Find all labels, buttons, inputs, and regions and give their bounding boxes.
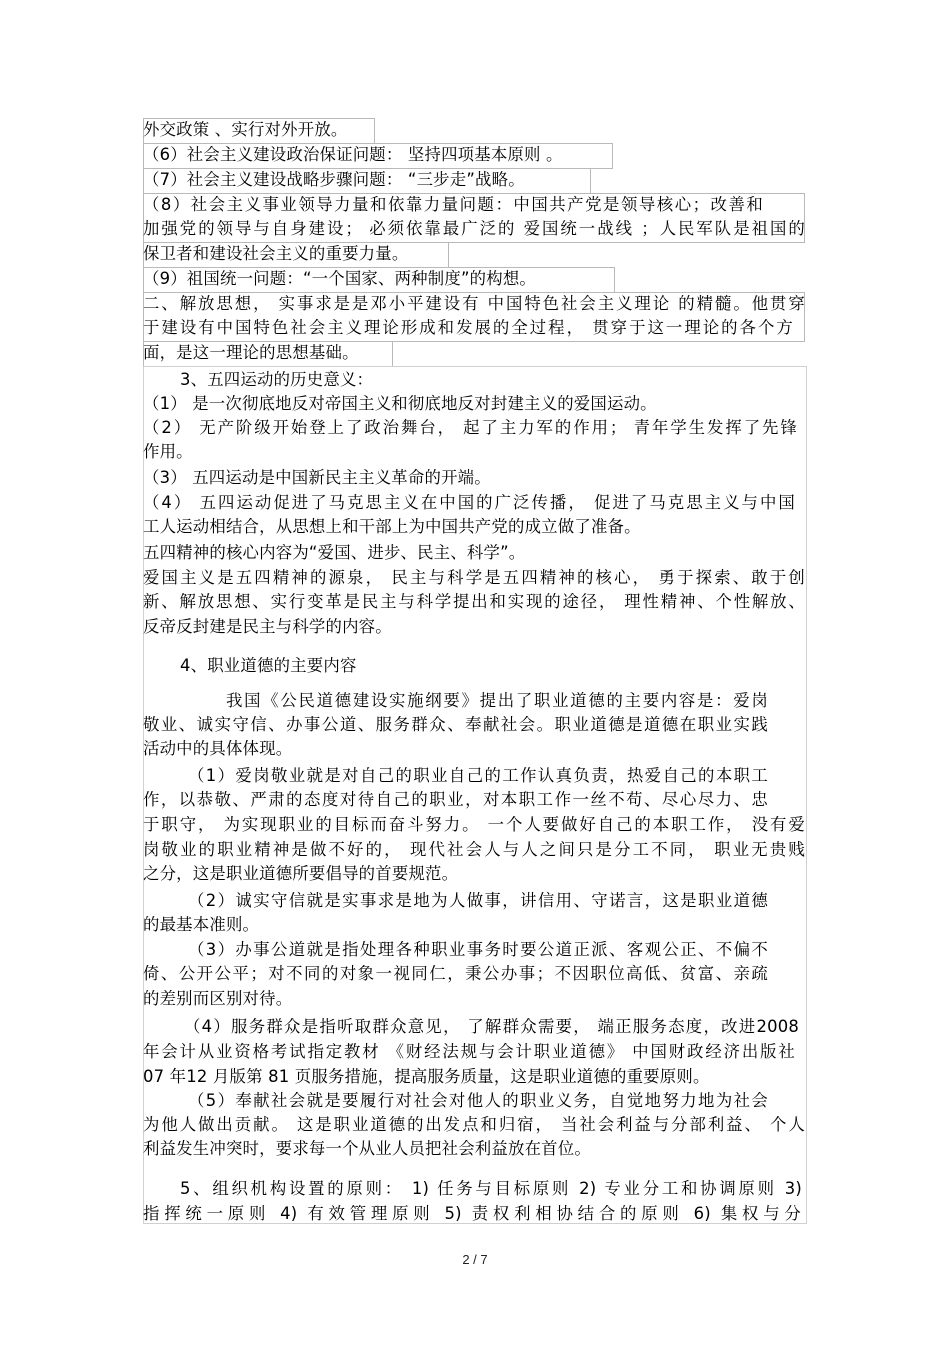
text-line: 外交政策 、实行对外开放。 — [143, 120, 348, 139]
text-line: 年会计从业资格考试指定教材 《财经法规与会计职业道德》 中国财政经济出版社 — [143, 1042, 795, 1061]
text-line: 之分，这是职业道德所要倡导的首要规范。 — [143, 864, 459, 883]
text-line: 二、解放思想， 实事求是是邓小平建设有 中国特色社会主义理论 的精髓。他贯穿 — [143, 294, 805, 313]
text-line: （4） 五四运动促进了马克思主义在中国的广泛传播， 促进了马克思主义与中国 — [143, 493, 795, 512]
text-line: 面，是这一理论的思想基础。 — [143, 343, 359, 362]
page-number: 2 / 7 — [462, 1252, 488, 1267]
text-line: （7）社会主义建设战略步骤问题： “三步走”战略。 — [143, 170, 525, 189]
text-line: 敬业、诚实守信、办事公道、服务群众、奉献社会。职业道德是道德在职业实践 — [143, 715, 768, 734]
text-line: 加强党的领导与自身建设； 必须依靠最广泛的 爱国统一战线 ；人民军队是祖国的 — [143, 219, 805, 238]
text-line: 工人运动相结合，从思想上和干部上为中国共产党的成立做了准备。 — [143, 517, 641, 536]
text-line: 的最基本准则。 — [143, 915, 260, 934]
text-line: （5）奉献社会就是要履行对社会对他人的职业义务，自觉地努力地为社会 — [188, 1091, 768, 1110]
text-line: 作用。 — [143, 442, 193, 461]
text-line: 的差别而区别对待。 — [143, 989, 293, 1008]
text-line: （4）服务群众是指听取群众意见， 了解群众需要， 端正服务态度，改进2008 — [184, 1017, 799, 1036]
text-line: （2）诚实守信就是实事求是地为人做事，讲信用、守诺言，这是职业道德 — [188, 891, 768, 910]
text-line: 我国《公民道德建设实施纲要》提出了职业道德的主要内容是：爱岗 — [226, 691, 768, 710]
text-line: （6）社会主义建设政治保证问题： 坚持四项基本原则 。 — [143, 145, 563, 164]
text-line: 倚、公开公平；对不同的对象一视同仁，秉公办事；不因职位高低、贫富、亲疏 — [143, 964, 768, 983]
text-line: 利益发生冲突时，要求每一个从业人员把社会利益放在首位。 — [143, 1139, 591, 1158]
text-line: 5、组织机构设置的原则： 1) 任务与目标原则 2) 专业分工和协调原则 3) — [180, 1179, 802, 1198]
text-line: 为他人做出贡献。 这是职业道德的出发点和归宿， 当社会利益与分部利益、 个人 — [143, 1115, 805, 1134]
text-line: （9）祖国统一问题：“一个国家、两种制度”的构想。 — [143, 269, 537, 288]
text-line: （2） 无产阶级开始登上了政治舞台， 起了主力军的作用； 青年学生发挥了先锋 — [143, 418, 797, 437]
text-line: （8）社会主义事业领导力量和依靠力量问题：中国共产党是领导核心；改善和 — [143, 195, 763, 214]
text-line: 07 年12 月版第 81 页服务措施，提高服务质量，这是职业道德的重要原则。 — [143, 1067, 710, 1086]
text-line: 活动中的具体体现。 — [143, 739, 293, 758]
text-line: 保卫者和建设社会主义的重要力量。 — [143, 244, 409, 263]
section-heading: 4、职业道德的主要内容 — [180, 656, 357, 675]
text-line: 于建设有中国特色社会主义理论形成和发展的全过程， 贯穿于这一理论的各个方 — [143, 318, 793, 337]
text-line: （1）爱岗敬业就是对自己的职业自己的工作认真负责，热爱自己的本职工 — [188, 766, 768, 785]
text-line: 岗敬业的职业精神是做不好的， 现代社会人与人之间只是分工不同， 职业无贵贱 — [143, 840, 805, 859]
text-line: （3）办事公道就是指处理各种职业事务时要公道正派、客观公正、不偏不 — [188, 940, 768, 959]
text-line: 五四精神的核心内容为“爱国、进步、民主、科学”。 — [143, 543, 526, 562]
text-line: 爱国主义是五四精神的源泉， 民主与科学是五四精神的核心， 勇于探索、敢于创 — [143, 568, 805, 587]
text-line: 反帝反封建是民主与科学的内容。 — [143, 617, 392, 636]
text-line: 作，以恭敬、严肃的态度对待自己的职业，对本职工作一丝不苟、尽心尽力、忠 — [143, 790, 768, 809]
section-heading: 3、五四运动的历史意义： — [180, 370, 374, 389]
text-line: （3） 五四运动是中国新民主主义革命的开端。 — [143, 468, 491, 487]
text-line: 于职守， 为实现职业的目标而奋斗努力。 一个人要做好自己的本职工作， 没有爱 — [143, 815, 805, 834]
text-line: 新、解放思想、实行变革是民主与科学提出和实现的途径， 理性精神、个性解放、 — [143, 592, 805, 611]
text-line: 指挥统一原则 4) 有效管理原则 5) 责权利相协结合的原则 6) 集权与分 — [143, 1204, 801, 1223]
text-line: （1） 是一次彻底地反对帝国主义和彻底地反对封建主义的爱国运动。 — [143, 394, 657, 413]
